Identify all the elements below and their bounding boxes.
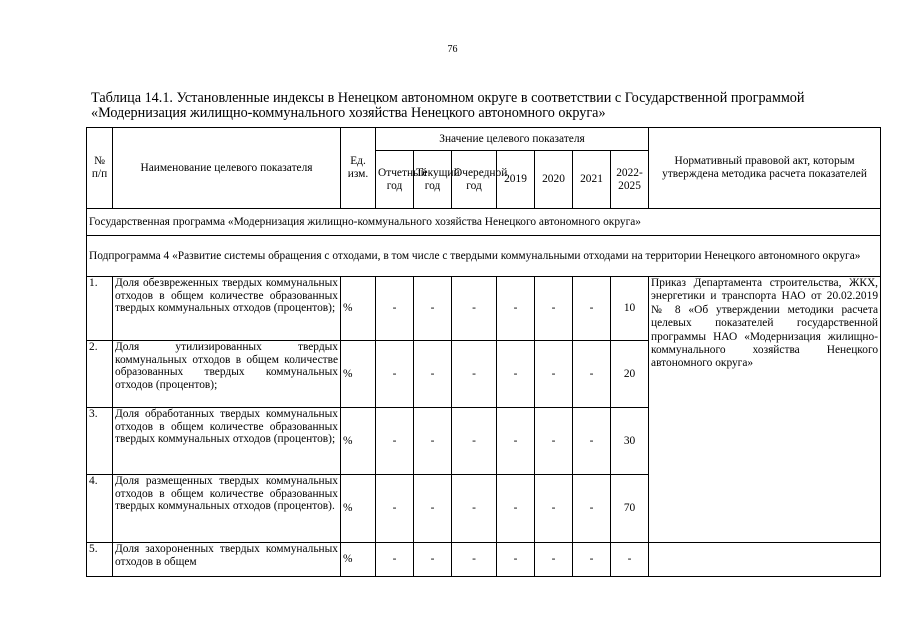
row-value-2022-2025: 10	[611, 277, 649, 341]
row-indicator-name: Доля утилизированных твердых коммунальных отходов в общем количестве образованных твердых коммунальных отходов (процентов);	[113, 341, 341, 408]
header-unit: Ед. изм.	[341, 128, 376, 209]
header-col-2022-2025: 2022-2025	[611, 151, 649, 209]
program-row	[87, 209, 881, 236]
row-unit: %	[341, 475, 376, 543]
row-value-current-year: -	[414, 277, 452, 341]
indicators-table	[86, 127, 881, 577]
row-value-report-year: -	[376, 341, 414, 408]
table-row	[87, 277, 881, 341]
subprogram-row	[87, 236, 881, 277]
header-name: Наименование целевого показателя	[113, 128, 341, 209]
row-value-2019: -	[497, 341, 535, 408]
row-value-report-year: -	[376, 408, 414, 475]
legal-act-text: Приказ Департамента строительства, ЖКХ, энергетики и транспорта НАО от 20.02.2019 № 8 «Об утверждении методики расчета целевых показателей государственной программы НАО «Модернизация жилищно-коммунального хозяйства Ненецкого автономного округа»	[649, 277, 881, 543]
row-value-2022-2025: 70	[611, 475, 649, 543]
row-unit: %	[341, 543, 376, 577]
header-col-current-year: Текущий год	[414, 151, 452, 209]
row-indicator-name: Доля обработанных твердых коммунальных отходов в общем количестве образованных твердых коммунальных отходов (процентов);	[113, 408, 341, 475]
row-value-current-year: -	[414, 543, 452, 577]
row-value-report-year: -	[376, 543, 414, 577]
header-col-2019: 2019	[497, 151, 535, 209]
row-unit: %	[341, 341, 376, 408]
row-value-2019: -	[497, 277, 535, 341]
header-num: № п/п	[87, 128, 113, 209]
row-value-next-year: -	[452, 341, 497, 408]
row-value-next-year: -	[452, 543, 497, 577]
caption-line-1: Таблица 14.1. Установленные индексы в Ненецком автономном округе в соответствии с Государственной программой	[91, 90, 805, 106]
row-value-2021: -	[573, 408, 611, 475]
header-legal-act: Нормативный правовой акт, которым утверждена методика расчета показателей	[649, 128, 881, 209]
header-row-1	[87, 128, 881, 151]
row-value-2022-2025: 20	[611, 341, 649, 408]
row-value-next-year: -	[452, 475, 497, 543]
row-value-current-year: -	[414, 341, 452, 408]
row-indicator-name: Доля обезвреженных твердых коммунальных отходов в общем количестве образованных твердых коммунальных отходов (процентов);	[113, 277, 341, 341]
row-value-report-year: -	[376, 475, 414, 543]
row-num: 3.	[87, 408, 113, 475]
row-value-2021: -	[573, 475, 611, 543]
row-value-2021: -	[573, 543, 611, 577]
row-value-2020: -	[535, 277, 573, 341]
row-num: 5.	[87, 543, 113, 577]
row-num: 1.	[87, 277, 113, 341]
row-value-2019: -	[497, 408, 535, 475]
row-value-2022-2025: 30	[611, 408, 649, 475]
row-indicator-name: Доля захороненных твердых коммунальных отходов в общем	[113, 543, 341, 577]
row-value-2020: -	[535, 543, 573, 577]
row-value-2021: -	[573, 341, 611, 408]
row-value-2020: -	[535, 475, 573, 543]
row-value-2019: -	[497, 543, 535, 577]
table-row	[87, 543, 881, 577]
row-unit: %	[341, 408, 376, 475]
row-value-2019: -	[497, 475, 535, 543]
row-value-2021: -	[573, 277, 611, 341]
row-value-next-year: -	[452, 408, 497, 475]
caption-line-2: «Модернизация жилищно-коммунального хозяйства Ненецкого автономного округа»	[91, 105, 606, 121]
row-value-report-year: -	[376, 277, 414, 341]
header-col-2020: 2020	[535, 151, 573, 209]
row-value-current-year: -	[414, 475, 452, 543]
row-value-2022-2025: -	[611, 543, 649, 577]
header-col-report-year: Отчетный год	[376, 151, 414, 209]
row-value-next-year: -	[452, 277, 497, 341]
row-num: 2.	[87, 341, 113, 408]
table-caption	[91, 91, 881, 121]
program-title: Государственная программа «Модернизация жилищно-коммунального хозяйства Ненецкого автономного округа»	[87, 209, 881, 236]
row-value-2020: -	[535, 341, 573, 408]
header-value-group: Значение целевого показателя	[376, 128, 649, 151]
row-value-current-year: -	[414, 408, 452, 475]
row-indicator-name: Доля размещенных твердых коммунальных отходов в общем количестве образованных твердых коммунальных отходов (процентов).	[113, 475, 341, 543]
row-num: 4.	[87, 475, 113, 543]
row-unit: %	[341, 277, 376, 341]
row-value-2020: -	[535, 408, 573, 475]
legal-act-empty	[649, 543, 881, 577]
header-col-next-year: Очередной год	[452, 151, 497, 209]
subprogram-title: Подпрограмма 4 «Развитие системы обращения с отходами, в том числе с твердыми коммунальными отходами на территории Ненецкого автономного округа»	[87, 236, 881, 277]
page-number: 76	[447, 44, 458, 55]
header-col-2021: 2021	[573, 151, 611, 209]
